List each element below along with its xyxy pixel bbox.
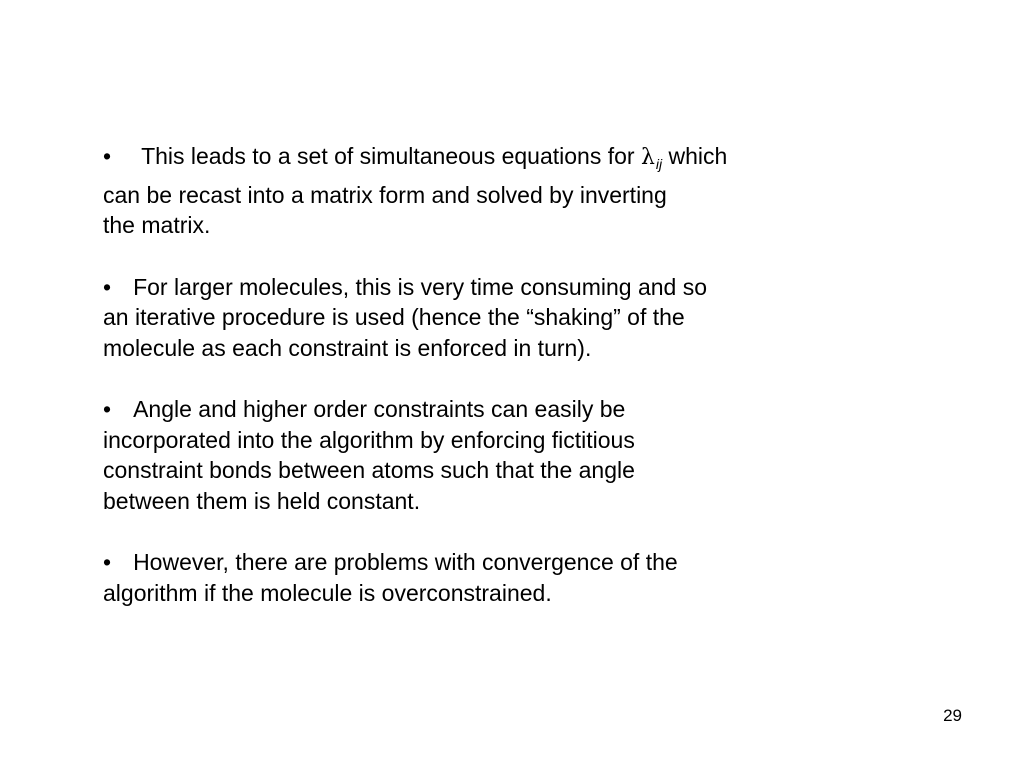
paragraph-line bbox=[103, 394, 803, 425]
text: Angle and higher order constraints can easily be bbox=[133, 396, 626, 422]
paragraph-line: between them is held constant. bbox=[103, 487, 421, 514]
lambda-symbol: λ bbox=[640, 145, 655, 170]
text: This leads to a set of simultaneous equations for bbox=[141, 143, 641, 169]
lambda-subscript: ij bbox=[655, 156, 663, 172]
bullet: • bbox=[103, 396, 112, 422]
paragraph-line: algorithm if the molecule is overconstrained. bbox=[103, 579, 552, 606]
paragraph-line bbox=[103, 141, 803, 180]
paragraph-convergence bbox=[103, 547, 803, 608]
paragraph-shake-equations bbox=[103, 141, 803, 241]
paragraph-line: constraint bonds between atoms such that the angle bbox=[103, 457, 635, 483]
paragraph-line bbox=[103, 547, 803, 578]
paragraph-line: can be recast into a matrix form and solved by inverting bbox=[103, 181, 667, 208]
paragraph-iterative-procedure bbox=[103, 272, 803, 364]
text: However, there are problems with convergence of the bbox=[133, 549, 678, 575]
bullet: • bbox=[103, 273, 112, 300]
paragraph-line: the matrix. bbox=[103, 212, 211, 238]
paragraph-line: an iterative procedure is used (hence the “shaking” of the bbox=[103, 304, 685, 330]
text: For larger molecules, this is very time consuming and so bbox=[133, 273, 708, 300]
paragraph-line: incorporated into the algorithm by enforcing fictitious bbox=[103, 426, 635, 453]
paragraph-line bbox=[103, 272, 803, 303]
bullet: • bbox=[103, 549, 112, 575]
bullet: • bbox=[103, 143, 112, 169]
text: which bbox=[662, 143, 728, 169]
paragraph-angle-constraints bbox=[103, 394, 803, 516]
page-number: 29 bbox=[943, 706, 962, 725]
paragraph-line: molecule as each constraint is enforced in turn). bbox=[103, 334, 592, 361]
slide-body bbox=[103, 141, 803, 608]
